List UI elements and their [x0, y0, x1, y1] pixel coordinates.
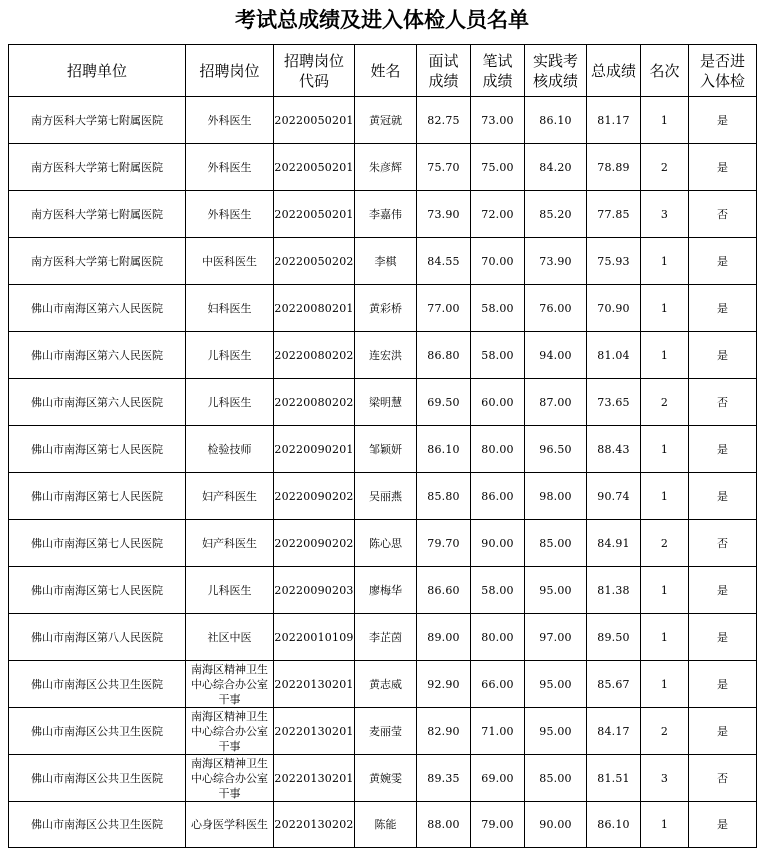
cell-interview: 85.80 — [417, 473, 471, 520]
table-row — [9, 144, 757, 191]
cell-total: 89.50 — [587, 614, 641, 661]
cell-written: 69.00 — [471, 755, 525, 802]
cell-unit: 佛山市南海区第七人民医院 — [9, 567, 186, 614]
cell-position: 社区中医 — [186, 614, 274, 661]
table-row — [9, 191, 757, 238]
cell-code: 20220090203 — [274, 567, 355, 614]
cell-position: 儿科医生 — [186, 332, 274, 379]
cell-code: 20220050201 — [274, 144, 355, 191]
cell-name: 廖梅华 — [355, 567, 417, 614]
cell-exam: 是 — [689, 285, 757, 332]
cell-exam: 是 — [689, 473, 757, 520]
cell-practice: 85.20 — [525, 191, 587, 238]
cell-name: 梁明慧 — [355, 379, 417, 426]
cell-code: 20220090201 — [274, 426, 355, 473]
cell-unit: 佛山市南海区第七人民医院 — [9, 426, 186, 473]
table-row — [9, 567, 757, 614]
cell-interview: 88.00 — [417, 802, 471, 848]
cell-rank: 2 — [641, 144, 689, 191]
cell-name: 连宏洪 — [355, 332, 417, 379]
cell-practice: 73.90 — [525, 238, 587, 285]
cell-interview: 79.70 — [417, 520, 471, 567]
cell-exam: 否 — [689, 755, 757, 802]
cell-exam: 是 — [689, 661, 757, 708]
cell-position: 南海区精神卫生中心综合办公室干事 — [186, 755, 274, 802]
table-row — [9, 520, 757, 567]
cell-interview: 86.80 — [417, 332, 471, 379]
cell-practice: 94.00 — [525, 332, 587, 379]
cell-unit: 佛山市南海区公共卫生医院 — [9, 661, 186, 708]
cell-interview: 84.55 — [417, 238, 471, 285]
cell-written: 73.00 — [471, 97, 525, 144]
cell-practice: 87.00 — [525, 379, 587, 426]
cell-code: 20220090202 — [274, 520, 355, 567]
cell-position: 妇科医生 — [186, 285, 274, 332]
cell-exam: 是 — [689, 238, 757, 285]
cell-unit: 南方医科大学第七附属医院 — [9, 238, 186, 285]
cell-total: 73.65 — [587, 379, 641, 426]
cell-name: 陈心思 — [355, 520, 417, 567]
cell-unit: 佛山市南海区第八人民医院 — [9, 614, 186, 661]
cell-name: 李棋 — [355, 238, 417, 285]
table-row — [9, 802, 757, 848]
cell-position: 外科医生 — [186, 191, 274, 238]
table-row — [9, 614, 757, 661]
cell-unit: 佛山市南海区第六人民医院 — [9, 285, 186, 332]
cell-exam: 是 — [689, 97, 757, 144]
cell-practice: 98.00 — [525, 473, 587, 520]
cell-total: 88.43 — [587, 426, 641, 473]
cell-rank: 2 — [641, 520, 689, 567]
cell-rank: 1 — [641, 285, 689, 332]
cell-name: 李嘉伟 — [355, 191, 417, 238]
cell-written: 86.00 — [471, 473, 525, 520]
cell-unit: 佛山市南海区公共卫生医院 — [9, 802, 186, 848]
cell-code: 20220130201 — [274, 661, 355, 708]
cell-rank: 1 — [641, 97, 689, 144]
cell-position: 外科医生 — [186, 97, 274, 144]
header-practice: 实践考核成绩 — [525, 45, 587, 97]
table-header-row — [9, 45, 757, 97]
cell-practice: 96.50 — [525, 426, 587, 473]
header-code: 招聘岗位代码 — [274, 45, 355, 97]
cell-name: 黄冠就 — [355, 97, 417, 144]
cell-exam: 是 — [689, 332, 757, 379]
results-table — [8, 44, 757, 848]
cell-rank: 1 — [641, 567, 689, 614]
table-row — [9, 708, 757, 755]
table-row — [9, 426, 757, 473]
cell-unit: 佛山市南海区第六人民医院 — [9, 379, 186, 426]
cell-unit: 佛山市南海区第七人民医院 — [9, 473, 186, 520]
cell-interview: 82.75 — [417, 97, 471, 144]
cell-rank: 2 — [641, 708, 689, 755]
cell-practice: 95.00 — [525, 661, 587, 708]
cell-practice: 86.10 — [525, 97, 587, 144]
header-exam: 是否进入体检 — [689, 45, 757, 97]
cell-rank: 1 — [641, 473, 689, 520]
table-row — [9, 285, 757, 332]
cell-code: 20220080202 — [274, 379, 355, 426]
header-unit: 招聘单位 — [9, 45, 186, 97]
cell-interview: 86.10 — [417, 426, 471, 473]
table-row — [9, 661, 757, 708]
cell-name: 李芷茵 — [355, 614, 417, 661]
cell-practice: 90.00 — [525, 802, 587, 848]
cell-exam: 是 — [689, 144, 757, 191]
cell-total: 86.10 — [587, 802, 641, 848]
cell-written: 80.00 — [471, 614, 525, 661]
header-written: 笔试成绩 — [471, 45, 525, 97]
cell-name: 黄志威 — [355, 661, 417, 708]
cell-interview: 82.90 — [417, 708, 471, 755]
cell-interview: 86.60 — [417, 567, 471, 614]
cell-name: 朱彦辉 — [355, 144, 417, 191]
cell-written: 90.00 — [471, 520, 525, 567]
cell-unit: 佛山市南海区第七人民医院 — [9, 520, 186, 567]
cell-written: 58.00 — [471, 285, 525, 332]
cell-position: 检验技师 — [186, 426, 274, 473]
cell-rank: 1 — [641, 802, 689, 848]
cell-name: 吴丽燕 — [355, 473, 417, 520]
table-row — [9, 473, 757, 520]
cell-practice: 85.00 — [525, 755, 587, 802]
cell-written: 60.00 — [471, 379, 525, 426]
cell-total: 84.91 — [587, 520, 641, 567]
cell-name: 邹颖妍 — [355, 426, 417, 473]
cell-code: 20220080201 — [274, 285, 355, 332]
cell-written: 58.00 — [471, 332, 525, 379]
cell-position: 儿科医生 — [186, 379, 274, 426]
cell-interview: 75.70 — [417, 144, 471, 191]
cell-code: 20220130201 — [274, 755, 355, 802]
cell-rank: 3 — [641, 191, 689, 238]
cell-position: 妇产科医生 — [186, 520, 274, 567]
cell-code: 20220010109 — [274, 614, 355, 661]
cell-written: 80.00 — [471, 426, 525, 473]
cell-practice: 95.00 — [525, 708, 587, 755]
cell-position: 外科医生 — [186, 144, 274, 191]
cell-code: 20220080202 — [274, 332, 355, 379]
cell-position: 妇产科医生 — [186, 473, 274, 520]
cell-interview: 92.90 — [417, 661, 471, 708]
cell-total: 81.17 — [587, 97, 641, 144]
cell-practice: 85.00 — [525, 520, 587, 567]
cell-exam: 是 — [689, 426, 757, 473]
cell-unit: 佛山市南海区公共卫生医院 — [9, 755, 186, 802]
cell-rank: 1 — [641, 238, 689, 285]
page-title: 考试总成绩及进入体检人员名单 — [235, 7, 529, 32]
cell-exam: 否 — [689, 520, 757, 567]
cell-name: 陈能 — [355, 802, 417, 848]
header-rank: 名次 — [641, 45, 689, 97]
cell-position: 心身医学科医生 — [186, 802, 274, 848]
cell-rank: 1 — [641, 426, 689, 473]
cell-interview: 89.00 — [417, 614, 471, 661]
cell-total: 81.51 — [587, 755, 641, 802]
table-row — [9, 379, 757, 426]
cell-total: 70.90 — [587, 285, 641, 332]
cell-total: 81.04 — [587, 332, 641, 379]
cell-exam: 是 — [689, 708, 757, 755]
cell-name: 麦丽莹 — [355, 708, 417, 755]
cell-total: 75.93 — [587, 238, 641, 285]
cell-rank: 1 — [641, 614, 689, 661]
cell-unit: 佛山市南海区第六人民医院 — [9, 332, 186, 379]
cell-unit: 南方医科大学第七附属医院 — [9, 144, 186, 191]
cell-position: 南海区精神卫生中心综合办公室干事 — [186, 661, 274, 708]
cell-exam: 是 — [689, 802, 757, 848]
cell-exam: 否 — [689, 379, 757, 426]
cell-position: 南海区精神卫生中心综合办公室干事 — [186, 708, 274, 755]
cell-total: 84.17 — [587, 708, 641, 755]
cell-unit: 南方医科大学第七附属医院 — [9, 191, 186, 238]
cell-code: 20220050202 — [274, 238, 355, 285]
table-row — [9, 97, 757, 144]
cell-practice: 84.20 — [525, 144, 587, 191]
cell-code: 20220130202 — [274, 802, 355, 848]
cell-interview: 77.00 — [417, 285, 471, 332]
cell-practice: 76.00 — [525, 285, 587, 332]
header-interview: 面试成绩 — [417, 45, 471, 97]
cell-exam: 是 — [689, 567, 757, 614]
cell-rank: 2 — [641, 379, 689, 426]
table-row — [9, 332, 757, 379]
cell-unit: 佛山市南海区公共卫生医院 — [9, 708, 186, 755]
cell-practice: 95.00 — [525, 567, 587, 614]
cell-written: 70.00 — [471, 238, 525, 285]
cell-code: 20220130201 — [274, 708, 355, 755]
cell-written: 66.00 — [471, 661, 525, 708]
cell-written: 75.00 — [471, 144, 525, 191]
cell-rank: 1 — [641, 661, 689, 708]
header-position: 招聘岗位 — [186, 45, 274, 97]
table-row — [9, 238, 757, 285]
cell-practice: 97.00 — [525, 614, 587, 661]
cell-written: 71.00 — [471, 708, 525, 755]
cell-rank: 3 — [641, 755, 689, 802]
cell-written: 72.00 — [471, 191, 525, 238]
cell-code: 20220090202 — [274, 473, 355, 520]
cell-total: 78.89 — [587, 144, 641, 191]
cell-total: 81.38 — [587, 567, 641, 614]
cell-name: 黄彩桥 — [355, 285, 417, 332]
cell-total: 77.85 — [587, 191, 641, 238]
cell-total: 90.74 — [587, 473, 641, 520]
cell-unit: 南方医科大学第七附属医院 — [9, 97, 186, 144]
cell-interview: 69.50 — [417, 379, 471, 426]
cell-code: 20220050201 — [274, 191, 355, 238]
cell-exam: 是 — [689, 614, 757, 661]
cell-code: 20220050201 — [274, 97, 355, 144]
cell-position: 儿科医生 — [186, 567, 274, 614]
cell-interview: 73.90 — [417, 191, 471, 238]
cell-position: 中医科医生 — [186, 238, 274, 285]
cell-total: 85.67 — [587, 661, 641, 708]
cell-written: 79.00 — [471, 802, 525, 848]
cell-rank: 1 — [641, 332, 689, 379]
header-total: 总成绩 — [587, 45, 641, 97]
cell-written: 58.00 — [471, 567, 525, 614]
cell-exam: 否 — [689, 191, 757, 238]
cell-name: 黄婉雯 — [355, 755, 417, 802]
header-name: 姓名 — [355, 45, 417, 97]
table-row — [9, 755, 757, 802]
cell-interview: 89.35 — [417, 755, 471, 802]
